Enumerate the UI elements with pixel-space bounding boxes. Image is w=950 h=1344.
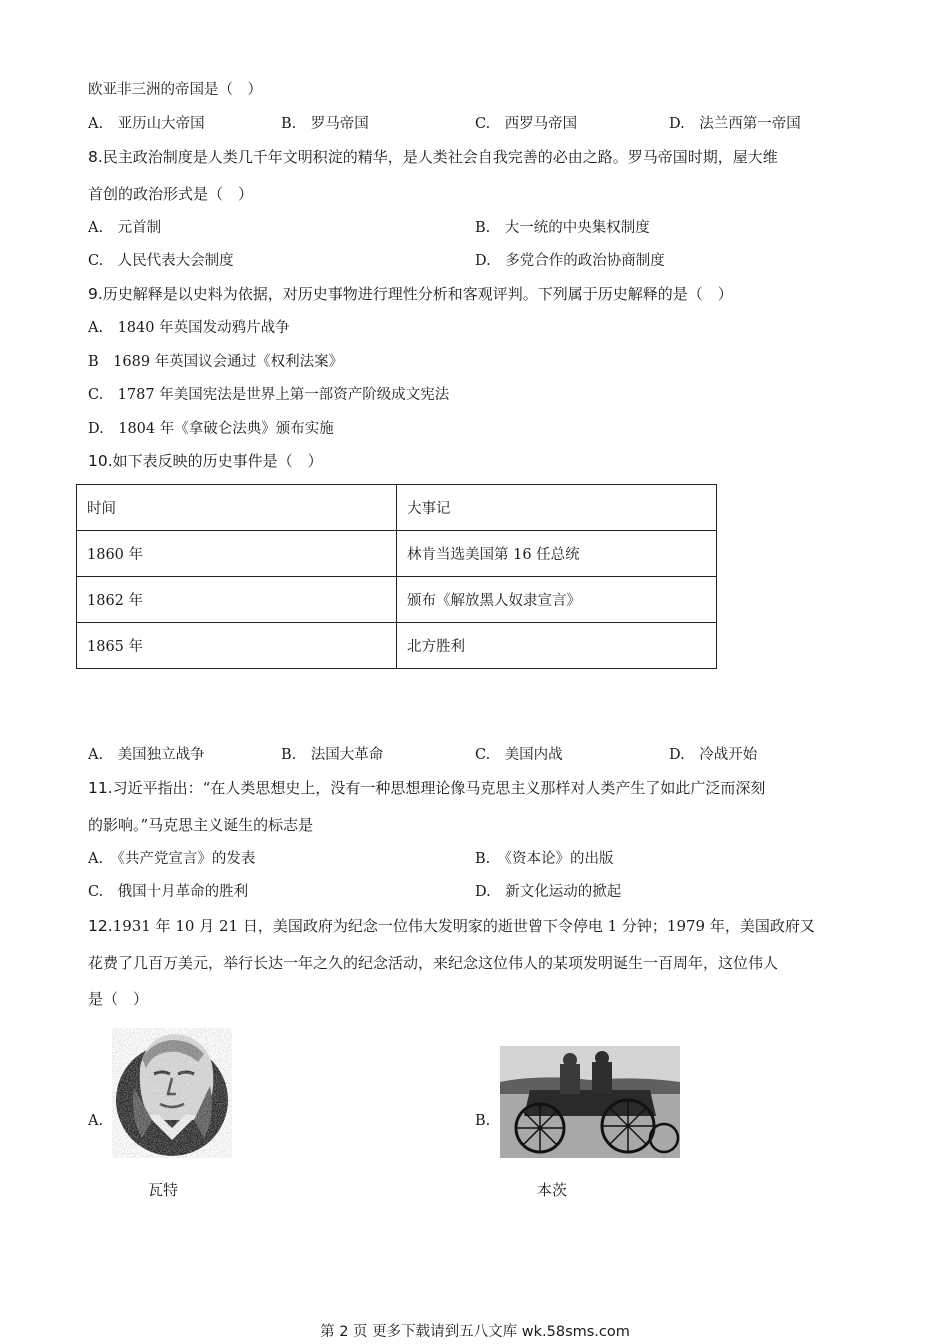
q11-text: 习近平指出：“在人类思想史上，没有一种思想理论像马克思主义那样对人类产生了如此广泛而深刻 — [112, 779, 766, 797]
q10-text: 如下表反映的历史事件是（ ） — [112, 452, 323, 470]
q10-option-d: D. 冷战开始 — [669, 747, 758, 763]
q7-option-a: A. 亚历山大帝国 — [88, 116, 205, 132]
benz-carriage-image — [500, 1046, 680, 1158]
q7-stem-tail: 欧亚非三洲的帝国是（ ） — [88, 82, 262, 98]
q8-option-d: D. 多党合作的政治协商制度 — [475, 253, 665, 269]
q12-option-a-caption: 瓦特 — [148, 1181, 179, 1199]
q10-option-c: C. 美国内战 — [475, 747, 563, 763]
q8-stem-line2: 首创的政治形式是（ ） — [88, 185, 254, 203]
q12-text: 1931 年 10 月 21 日，美国政府为纪念一位伟大发明家的逝世曾下令停电 1 分钟；1979 年，美国政府又 — [112, 917, 815, 935]
q12-stem-line2: 花费了几百万美元，举行长达一年之久的纪念活动，来纪念这位伟人的某项发明诞生一百周年，这位伟人 — [88, 954, 779, 972]
q7-option-c: C. 西罗马帝国 — [475, 116, 578, 132]
table-cell-year: 1862 年 — [77, 577, 397, 623]
q12-number: 12. — [88, 917, 113, 935]
events-table — [76, 484, 717, 669]
q11-option-d: D. 新文化运动的掀起 — [475, 884, 622, 900]
table-cell-event: 北方胜利 — [397, 623, 717, 669]
q9-number: 9. — [88, 285, 103, 303]
q11-stem-line1 — [88, 778, 765, 798]
table-cell-event: 颁布《解放黑人奴隶宣言》 — [397, 577, 717, 623]
q11-stem-line2: 的影响。”马克思主义诞生的标志是 — [88, 816, 314, 834]
table-cell-year: 1865 年 — [77, 623, 397, 669]
q12-option-b-letter: B. — [475, 1113, 491, 1129]
table-cell-year: 1860 年 — [77, 531, 397, 577]
q10-stem — [88, 451, 323, 471]
q11-option-a: A. 《共产党宣言》的发表 — [88, 851, 256, 867]
q9-option-d: D. 1804 年《拿破仑法典》颁布实施 — [88, 421, 334, 437]
q8-option-a: A. 元首制 — [88, 220, 162, 236]
watt-portrait-image — [112, 1028, 232, 1158]
table-header-time: 时间 — [77, 485, 397, 531]
q11-option-c: C. 俄国十月革命的胜利 — [88, 884, 249, 900]
q7-option-b: B. 罗马帝国 — [281, 116, 369, 132]
table-header-row — [77, 485, 717, 531]
q12-stem-line1 — [88, 916, 815, 936]
q9-stem — [88, 284, 733, 304]
q8-number: 8. — [88, 148, 103, 166]
table-row — [77, 531, 717, 577]
q8-option-b: B. 大一统的中央集权制度 — [475, 220, 650, 236]
q7-option-d: D. 法兰西第一帝国 — [669, 116, 801, 132]
q9-option-b: B 1689 年英国议会通过《权利法案》 — [88, 354, 344, 370]
q11-option-b: B. 《资本论》的出版 — [475, 851, 614, 867]
q8-text: 民主政治制度是人类几千年文明积淀的精华，是人类社会自我完善的必由之路。罗马帝国时期，屋大维 — [102, 148, 778, 166]
q9-option-c: C. 1787 年美国宪法是世界上第一部资产阶级成文宪法 — [88, 387, 450, 403]
q12-stem-line3: 是（ ） — [88, 990, 149, 1008]
table-cell-event: 林肯当选美国第 16 任总统 — [397, 531, 717, 577]
table-header-event: 大事记 — [397, 485, 717, 531]
q11-number: 11. — [88, 779, 113, 797]
q9-option-a: A. 1840 年英国发动鸦片战争 — [88, 320, 290, 336]
table-row — [77, 623, 717, 669]
q9-text: 历史解释是以史料为依据，对历史事物进行理性分析和客观评判。下列属于历史解释的是（ ） — [102, 285, 733, 303]
q12-option-b-caption: 本茨 — [537, 1181, 568, 1199]
q8-stem-line1 — [88, 147, 778, 167]
page-footer: 第 2 页 更多下载请到五八文库 wk.58sms.com — [320, 1324, 630, 1340]
table-row — [77, 577, 717, 623]
q10-option-b: B. 法国大革命 — [281, 747, 384, 763]
q12-option-a-letter: A. — [88, 1113, 104, 1129]
q10-option-a: A. 美国独立战争 — [88, 747, 205, 763]
q8-option-c: C. 人民代表大会制度 — [88, 253, 234, 269]
q10-number: 10. — [88, 452, 113, 470]
